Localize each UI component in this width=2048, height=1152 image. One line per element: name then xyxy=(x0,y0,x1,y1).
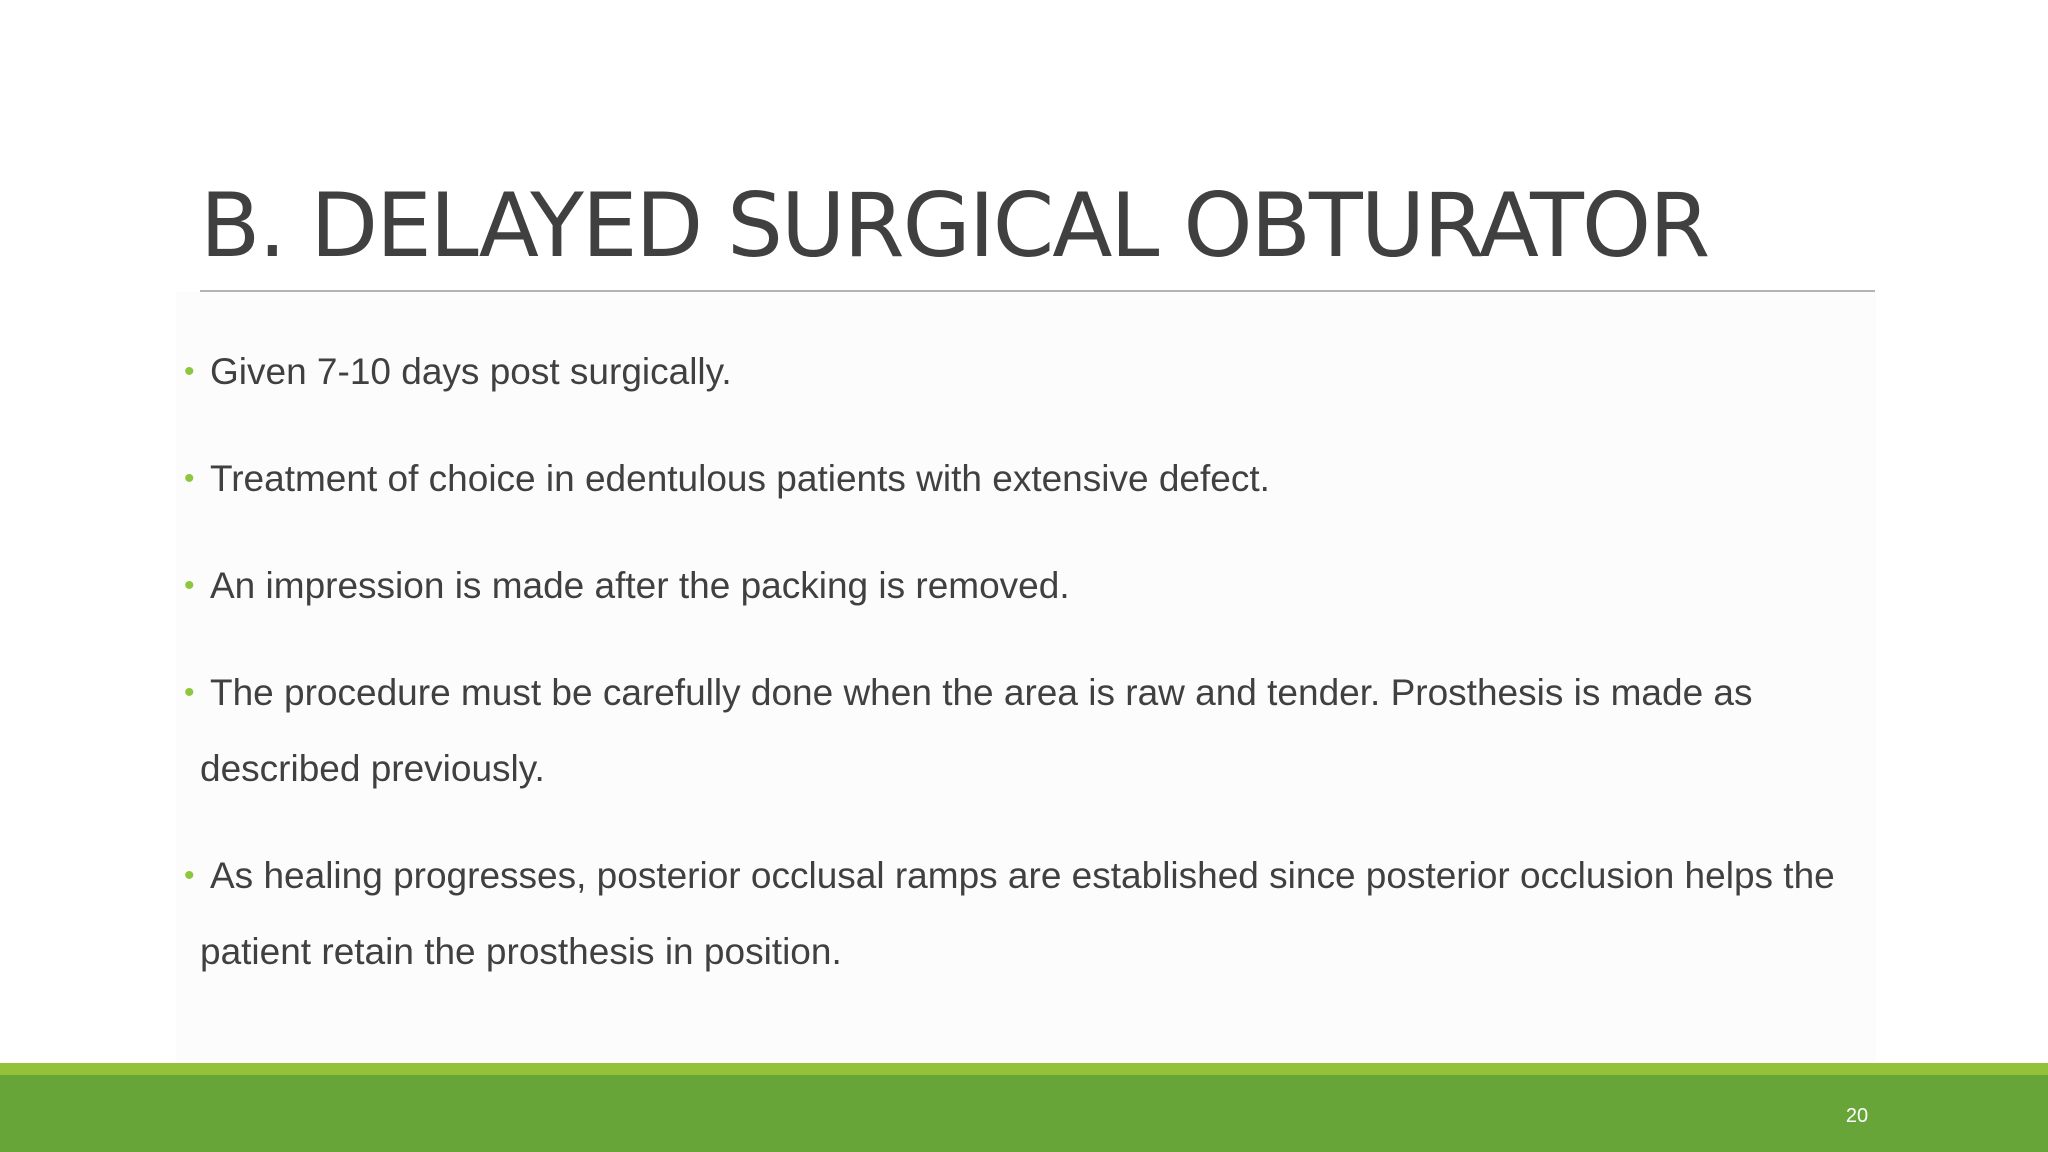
bullet-item xyxy=(184,548,1864,624)
bullet-list xyxy=(184,334,1864,1021)
bullet-item xyxy=(184,441,1864,517)
bullet-dot-icon: • xyxy=(184,676,195,709)
bullet-text: Given 7-10 days post surgically. xyxy=(210,351,732,392)
bullet-text: The procedure must be carefully done when the area is raw and tender. Prosthesis is made as described previously. xyxy=(200,672,1753,789)
title-divider xyxy=(200,290,1875,292)
bullet-text: Treatment of choice in edentulous patients with extensive defect. xyxy=(210,458,1270,499)
bullet-item xyxy=(184,334,1864,410)
bullet-dot-icon: • xyxy=(184,355,195,388)
bullet-dot-icon: • xyxy=(184,569,195,602)
bullet-text: As healing progresses, posterior occlusal ramps are established since posterior occlusion helps the patient retain the prosthesis in position. xyxy=(200,855,1835,972)
bullet-dot-icon: • xyxy=(184,462,195,495)
footer-bar xyxy=(0,1075,2048,1152)
footer-accent-bar xyxy=(0,1063,2048,1075)
bullet-item xyxy=(184,655,1864,807)
bullet-item xyxy=(184,838,1864,990)
bullet-text: An impression is made after the packing is removed. xyxy=(210,565,1070,606)
slide-title: B. DELAYED SURGICAL OBTURATOR xyxy=(200,174,1709,277)
bullet-dot-icon: • xyxy=(184,859,195,892)
slide-number: 20 xyxy=(1845,1105,1869,1127)
